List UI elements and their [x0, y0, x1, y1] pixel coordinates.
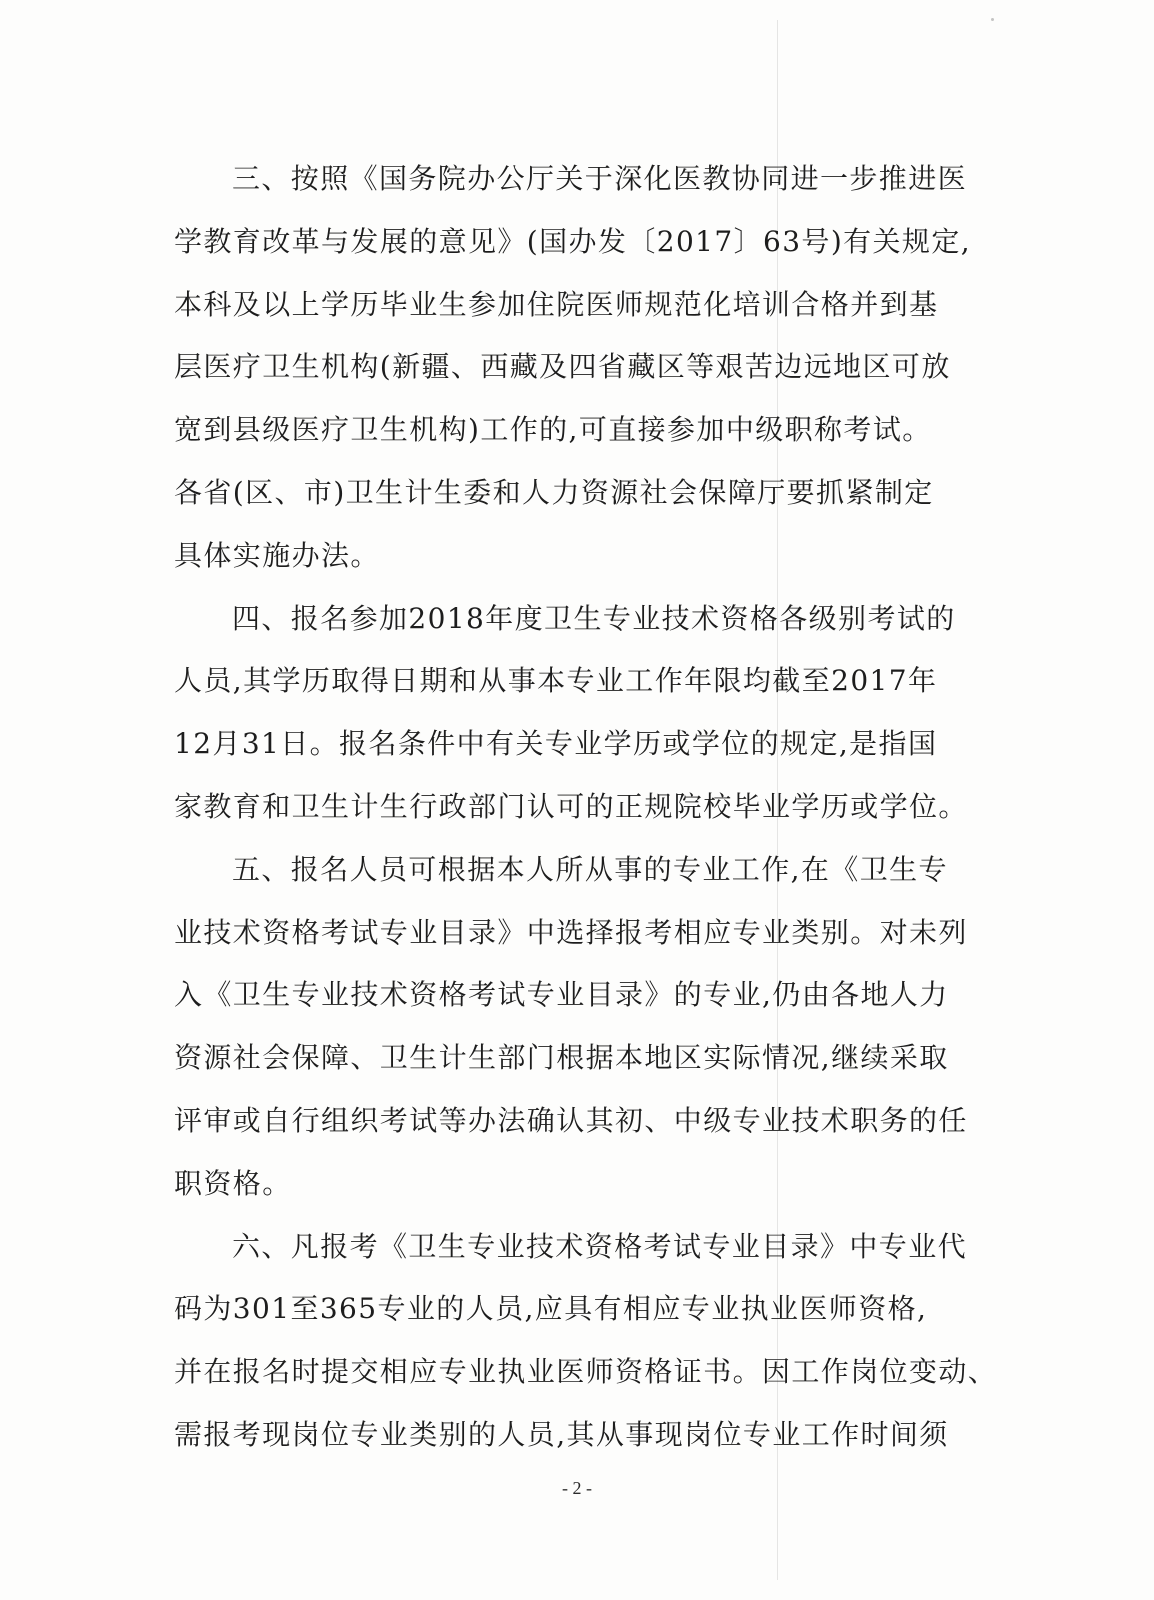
paragraph-3-line-6: 各省(区、市)卫生计生委和人力资源社会保障厅要抓紧制定 — [174, 475, 934, 509]
paragraph-5-line-4: 资源社会保障、卫生计生部门根据本地区实际情况,继续采取 — [174, 1041, 949, 1075]
paragraph-4-line-3: 12月31日。报名条件中有关专业学历或学位的规定,是指国 — [174, 727, 938, 761]
paragraph-6-line-3: 并在报名时提交相应专业执业医师资格证书。因工作岗位变动、 — [174, 1355, 998, 1389]
paragraph-3-line-5: 宽到县级医疗卫生机构)工作的,可直接参加中级职称考试。 — [174, 413, 932, 447]
paragraph-3-line-4: 层医疗卫生机构(新疆、西藏及四省藏区等艰苦边远地区可放 — [174, 350, 951, 384]
scan-speck — [991, 18, 994, 21]
document-body — [174, 148, 998, 1467]
paragraph-4-line-1: 四、报名参加2018年度卫生专业技术资格各级别考试的 — [232, 601, 956, 635]
paragraph-6-line-2: 码为301至365专业的人员,应具有相应专业执业医师资格, — [174, 1292, 928, 1326]
paragraph-5-line-5: 评审或自行组织考试等办法确认其初、中级专业技术职务的任 — [174, 1103, 968, 1137]
paragraph-4-line-2: 人员,其学历取得日期和从事本专业工作年限均截至2017年 — [174, 664, 938, 698]
page-number: - 2 - — [562, 1478, 592, 1498]
paragraph-3-line-3: 本科及以上学历毕业生参加住院医师规范化培训合格并到基 — [174, 287, 939, 321]
paragraph-6-line-4: 需报考现岗位专业类别的人员,其从事现岗位专业工作时间须 — [174, 1417, 949, 1451]
paragraph-3-line-2: 学教育改革与发展的意见》(国办发〔2017〕63号)有关规定, — [174, 224, 972, 258]
paragraph-5-line-6: 职资格。 — [174, 1166, 292, 1200]
paragraph-4-line-4: 家教育和卫生计生行政部门认可的正规院校毕业学历或学位。 — [174, 789, 968, 823]
paragraph-5-line-2: 业技术资格考试专业目录》中选择报考相应专业类别。对未列 — [174, 915, 968, 949]
paragraph-3-line-7: 具体实施办法。 — [174, 538, 380, 572]
paragraph-3-line-1: 三、按照《国务院办公厅关于深化医教协同进一步推进医 — [232, 162, 968, 195]
paragraph-6-line-1: 六、凡报考《卫生专业技术资格考试专业目录》中专业代 — [232, 1229, 968, 1263]
paragraph-5-line-1: 五、报名人员可根据本人所从事的专业工作,在《卫生专 — [232, 852, 948, 886]
paragraph-5-line-3: 入《卫生专业技术资格考试专业目录》的专业,仍由各地人力 — [174, 978, 949, 1012]
